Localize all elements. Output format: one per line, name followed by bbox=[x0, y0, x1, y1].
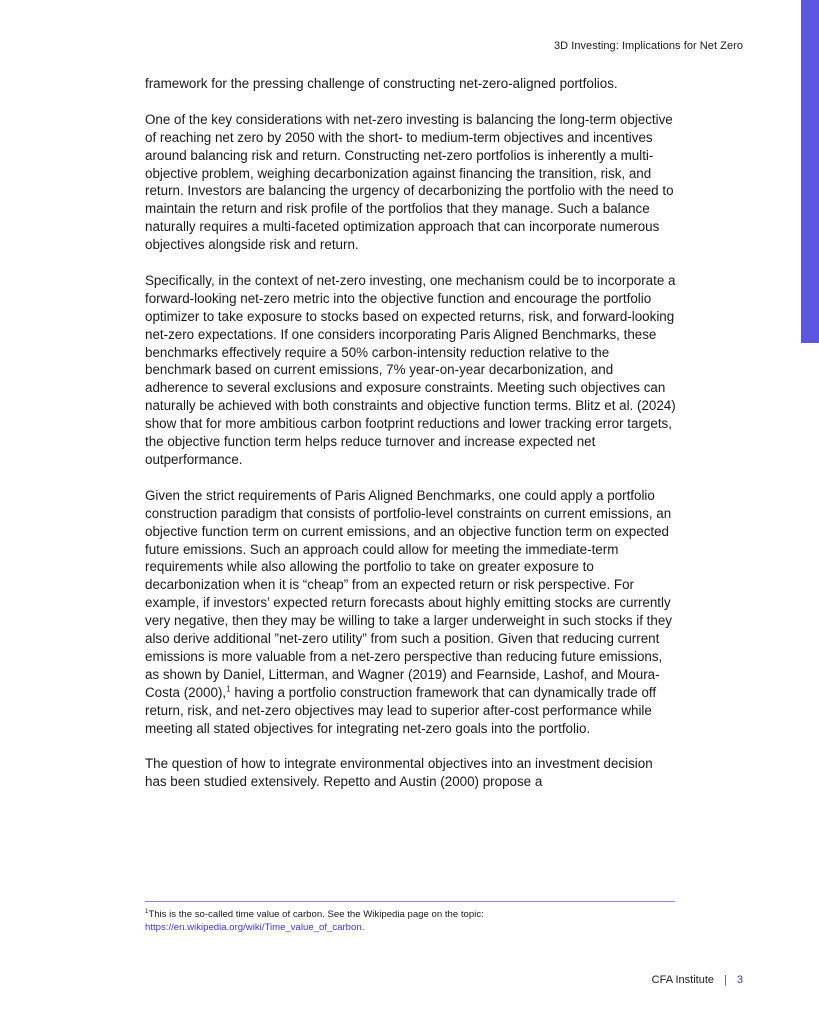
paragraph-1: framework for the pressing challenge of constructing net-zero-aligned portfolios. bbox=[145, 76, 618, 91]
footnote-trailing: . bbox=[361, 922, 365, 934]
page-footer bbox=[652, 974, 743, 986]
footnote-1 bbox=[145, 908, 675, 934]
main-body-text bbox=[145, 75, 677, 809]
footer-separator: | bbox=[724, 974, 727, 986]
paragraph-5: The question of how to integrate environmental objectives into an investment decision has been studied extensively. Repetto and Austin (2000) propose a bbox=[145, 756, 653, 790]
footnote-link[interactable]: https://en.wikipedia.org/wiki/Time_value_of_carbon bbox=[145, 922, 362, 934]
side-accent-tab bbox=[801, 0, 819, 343]
paragraph-3: Specifically, in the context of net-zero investing, one mechanism could be to incorporate a forward-looking net-zero metric into the objective function and encourage the portfolio optimizer to take exposure to stocks based on expected returns, risk, and forward-looking net-zero expectations. If one considers incorporating Paris Aligned Benchmarks, these benchmarks effectively require a 50% carbon-intensity reduction relative to the benchmark based on current emissions, 7% year-on-year decarbonization, and adherence to several exclusions and exposure constraints. Meeting such objectives can naturally be achieved with both constraints and objective function terms. Blitz et al. (2024) show that for more ambitious carbon footprint reductions and lower tracking error targets, the objective function term helps reduce turnover and increase expected net outperformance. bbox=[145, 272, 676, 467]
footnote-reference-1[interactable]: 1 bbox=[226, 684, 231, 694]
footnote-divider bbox=[145, 901, 675, 902]
paragraph-4-text: Given the strict requirements of Paris Aligned Benchmarks, one could apply a portfolio construction paradigm that consists of portfolio-level constraints on current emissions, an objective function term on current emissions, and an objective function term on expected future emissions. Such an approach could allow for meeting the immediate-term requirements while also allowing the portfolio to take on greater exposure to decarbonization when it is “cheap” from an expected return or risk perspective. For example, if investors’ expected return forecasts about highly emitting stocks are currently very negative, then they may be willing to take a larger underweight in such stocks if they also derive additional ”net-zero utility” from such a position. Given that reducing current emissions is more valuable from a net-zero perspective than reducing future emissions, as shown by Daniel, Litterman, and Wagner (2019) and Fearnside, Lashof, and Moura-Costa (2000), bbox=[145, 487, 672, 700]
footnote-text: This is the so-called time value of carbon. See the Wikipedia page on the topic: bbox=[148, 909, 484, 920]
footer-publisher: CFA Institute bbox=[651, 974, 715, 986]
footnote-marker: 1 bbox=[145, 908, 149, 915]
paragraph-4-continuation: having a portfolio construction framework that can dynamically trade off return, risk, and net-zero objectives may lead to superior after-cost performance while meeting all stated objectives for integrating net-zero goals into the portfolio. bbox=[145, 684, 657, 736]
page-number: 3 bbox=[736, 974, 743, 986]
paragraph-2: One of the key considerations with net-zero investing is balancing the long-term objective of reaching net zero by 2050 with the short- to medium-term objectives and incentives around balancing risk and return. Constructing net-zero portfolios is inherently a multi-objective problem, weighing decarbonization against financing the transition, risk, and return. Investors are balancing the urgency of decarbonizing the portfolio with the need to maintain the return and risk profile of the portfolios that they manage. Such a balance naturally requires a multi-faceted optimization approach that can incorporate numerous objectives alongside risk and return. bbox=[145, 111, 674, 253]
running-header: 3D Investing: Implications for Net Zero bbox=[553, 40, 743, 52]
paragraph-4 bbox=[145, 487, 677, 738]
